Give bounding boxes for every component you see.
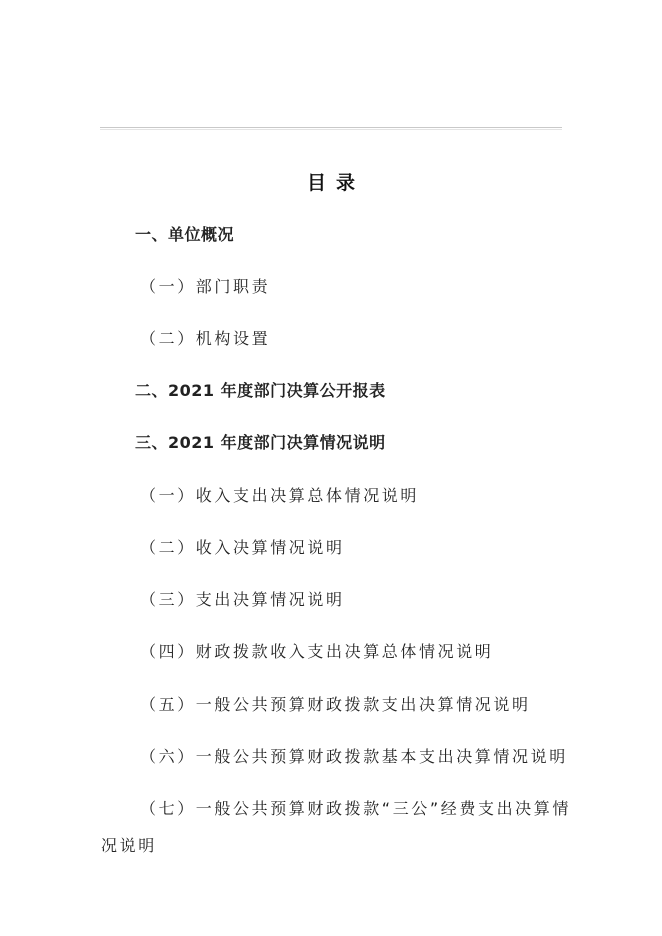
toc-entry-three-public-expenses-continuation: 况说明 bbox=[101, 836, 157, 855]
toc-entry-fiscal-appropriation-overall: （四）财政拨款收入支出决算总体情况说明 bbox=[140, 642, 494, 661]
toc-entry-three-public-expenses: （七）一般公共预算财政拨款“三公”经费支出决算情 bbox=[140, 799, 571, 818]
toc-entry-final-accounts-explanation: 三、2021 年度部门决算情况说明 bbox=[135, 433, 386, 452]
toc-entry-organization-setup: （二）机构设置 bbox=[140, 329, 271, 348]
toc-entry-income: （二）收入决算情况说明 bbox=[140, 538, 345, 557]
header-divider bbox=[100, 127, 562, 130]
toc-entry-general-budget-basic-expenditure: （六）一般公共预算财政拨款基本支出决算情况说明 bbox=[140, 747, 568, 766]
toc-entry-unit-overview: 一、单位概况 bbox=[135, 225, 235, 244]
toc-entry-expenditure: （三）支出决算情况说明 bbox=[140, 590, 345, 609]
toc-entry-department-duties: （一）部门职责 bbox=[140, 277, 271, 296]
toc-entry-final-accounts-reports: 二、2021 年度部门决算公开报表 bbox=[135, 381, 386, 400]
toc-title: 目录 bbox=[306, 172, 365, 194]
toc-entry-income-expenditure-overall: （一）收入支出决算总体情况说明 bbox=[140, 486, 420, 505]
toc-entry-general-budget-expenditure: （五）一般公共预算财政拨款支出决算情况说明 bbox=[140, 695, 531, 714]
